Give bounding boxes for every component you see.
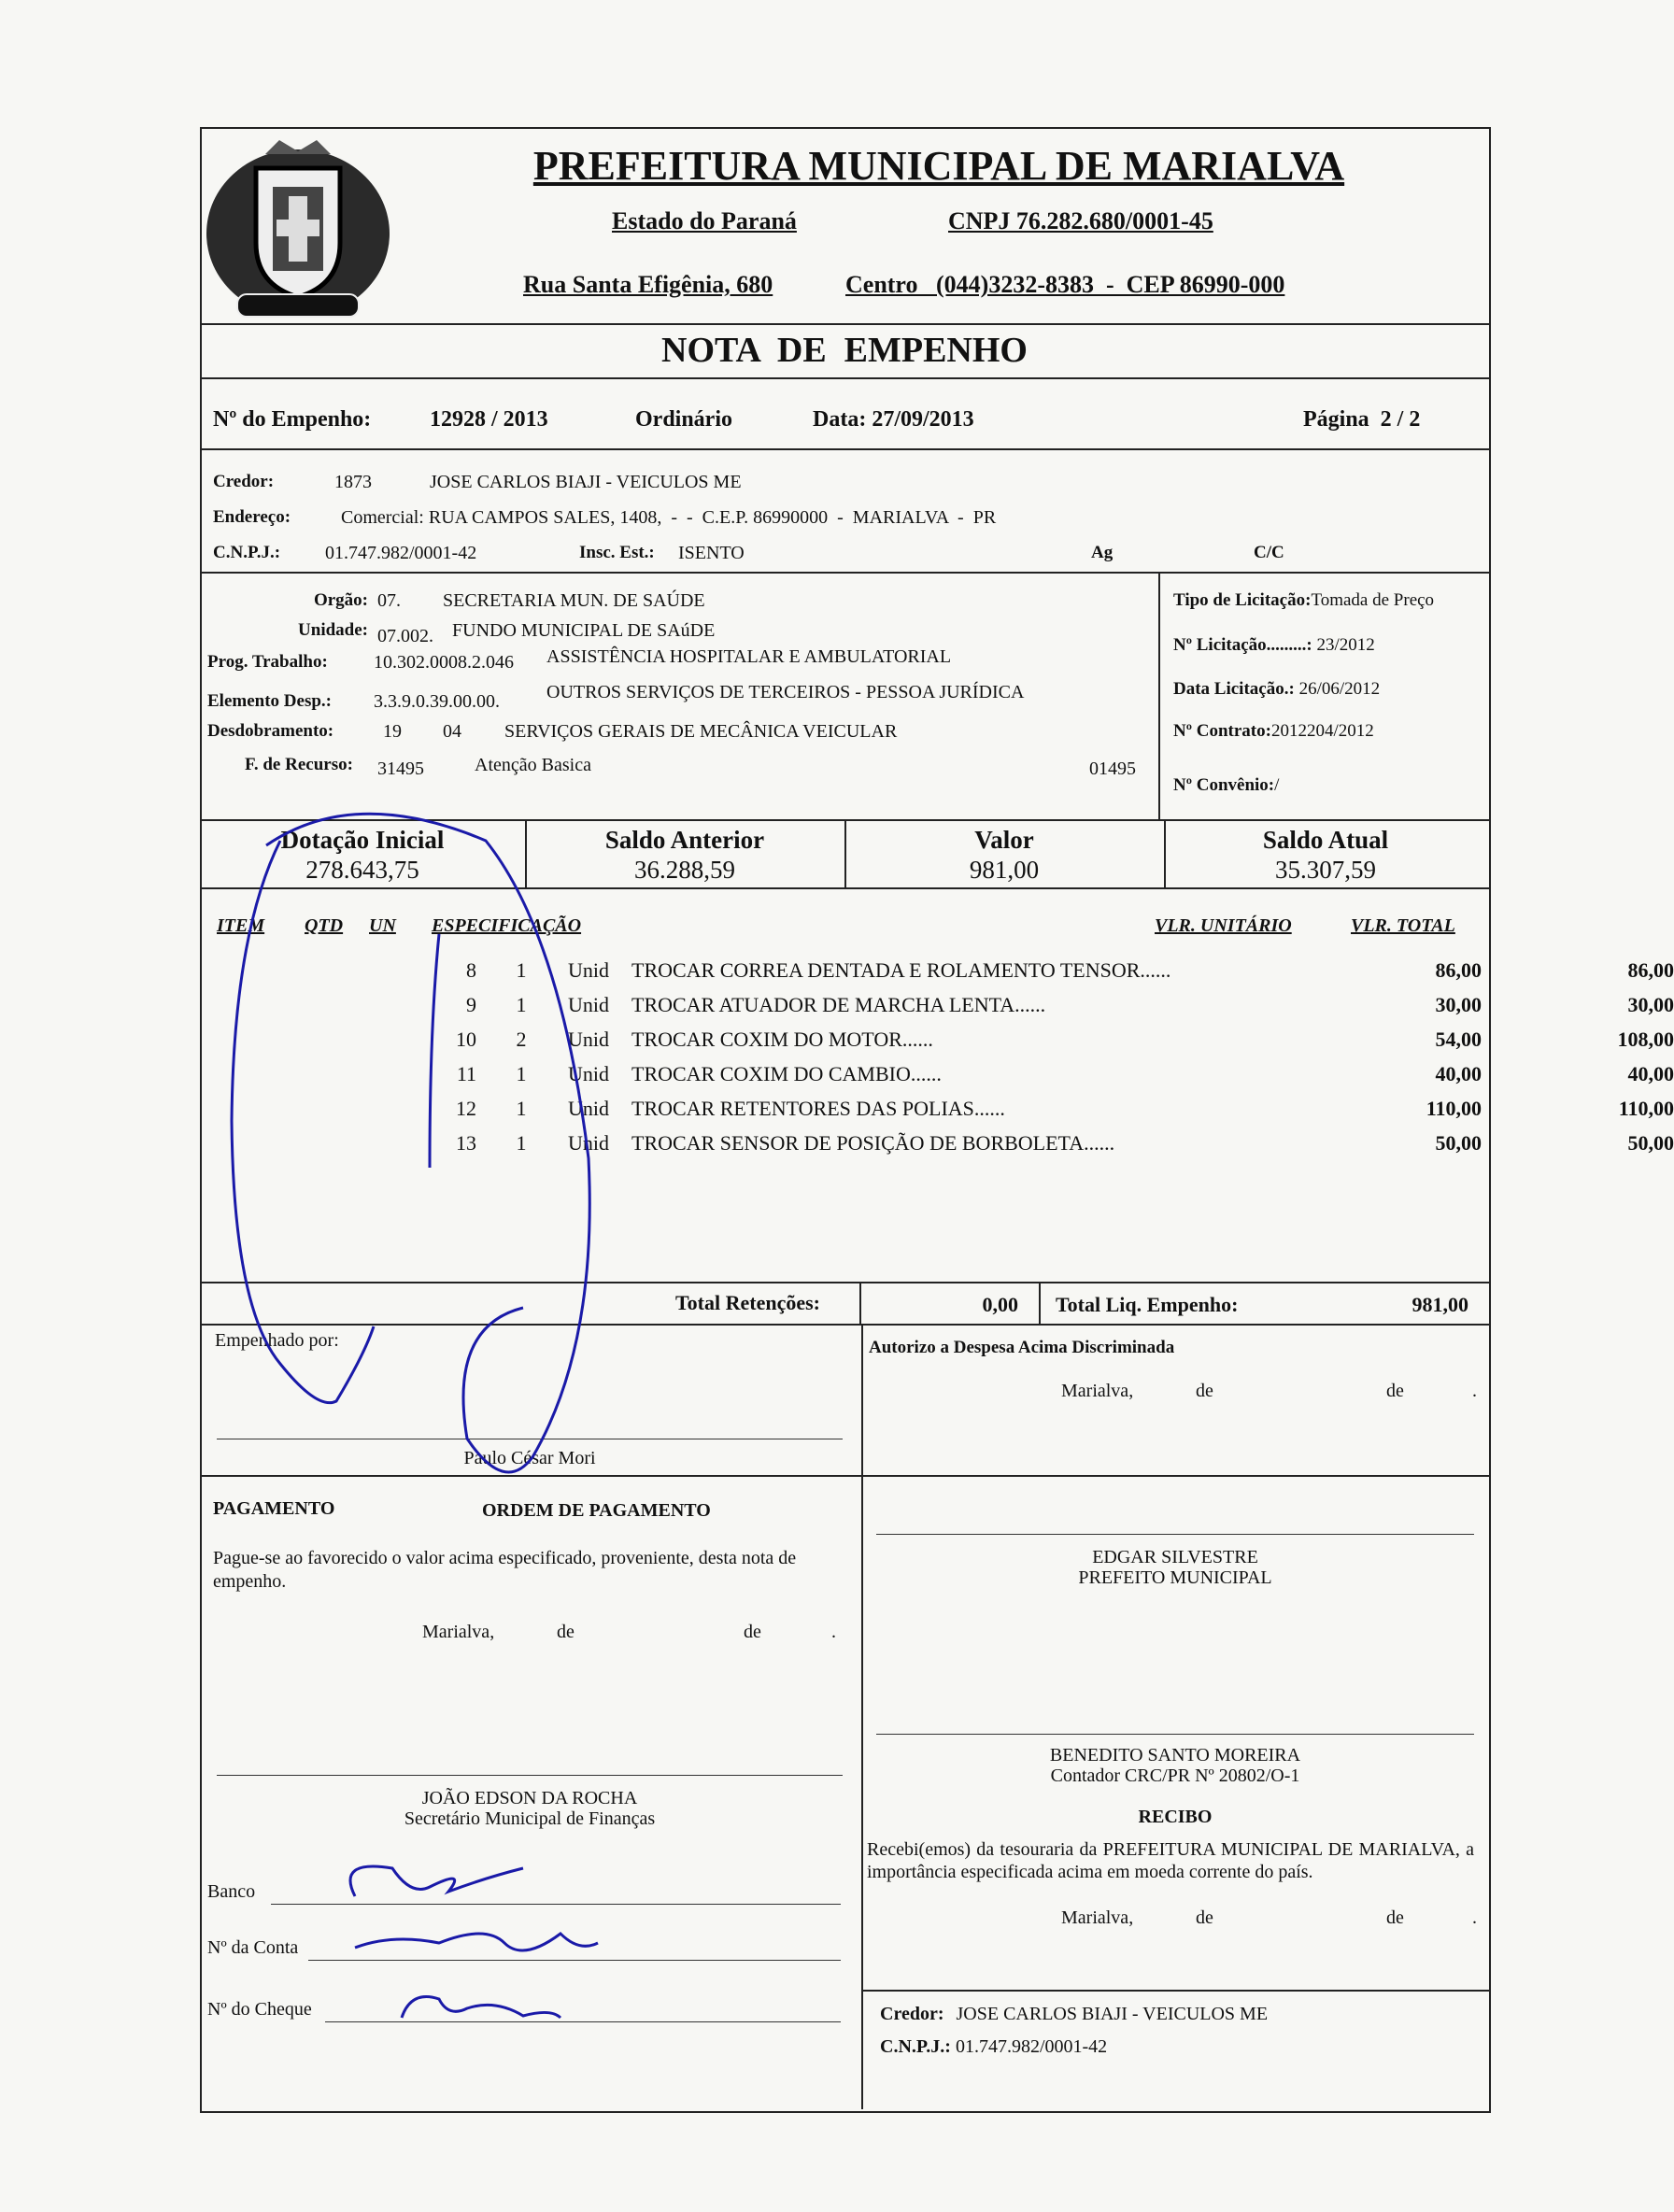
- signature-cheque: [402, 1997, 560, 2019]
- recibo-city: Marialva,: [1061, 1907, 1134, 1928]
- prog-name: ASSISTÊNCIA HOSPITALAR E AMBULATORIAL: [546, 646, 952, 667]
- dotacao-value: 278.643,75: [305, 856, 419, 884]
- item-item: 13: [456, 1131, 476, 1155]
- signature-banco: [350, 1866, 523, 1896]
- contador-role: Contador CRC/PR Nº 20802/O-1: [1050, 1765, 1300, 1786]
- elemento-label: Elemento Desp.:: [207, 691, 332, 711]
- retencoes-value: 0,00: [982, 1293, 1018, 1316]
- scribble-stroke-1: [266, 814, 589, 1472]
- scribble-stroke-2: [232, 841, 374, 1403]
- prog-code: 10.302.0008.2.046: [374, 652, 514, 673]
- contrato-label: Nº Contrato:: [1173, 721, 1271, 741]
- pagamento-de1: de: [557, 1622, 575, 1642]
- insc-label: Insc. Est.:: [579, 543, 655, 562]
- pagamento-label: PAGAMENTO: [213, 1498, 335, 1519]
- empenho-type: Ordinário: [635, 407, 733, 432]
- conta-label: Nº da Conta: [207, 1937, 299, 1958]
- empenhado-label: Empenhado por:: [215, 1330, 339, 1351]
- num-licitacao-label: Nº Licitação.........:: [1173, 635, 1312, 655]
- total-liq-value: 981,00: [1412, 1293, 1468, 1316]
- unidade-code: 07.002.: [377, 626, 433, 646]
- item-spec: TROCAR CORREA DENTADA E ROLAMENTO TENSOR......: [631, 958, 1171, 982]
- endereco-label: Endereço:: [213, 507, 291, 527]
- item-spec: TROCAR COXIM DO MOTOR......: [631, 1028, 933, 1051]
- secretario-role: Secretário Municipal de Finanças: [404, 1808, 656, 1829]
- signature-conta: [355, 1934, 598, 1950]
- item-item: 8: [466, 958, 476, 982]
- item-qtd: 1: [516, 958, 527, 982]
- item-spec: TROCAR COXIM DO CAMBIO......: [631, 1062, 942, 1085]
- desdobramento-code1: 19: [383, 721, 402, 742]
- col-vlr-unitario: VLR. UNITÁRIO: [1155, 915, 1292, 936]
- item-un: Unid: [568, 1131, 609, 1155]
- pagamento-text: Pague-se ao favorecido o valor acima especificado, proveniente, desta nota de empenho.: [213, 1548, 797, 1592]
- col-vlr-total: VLR. TOTAL: [1351, 915, 1455, 936]
- saldo-anterior-value: 36.288,59: [634, 856, 735, 884]
- agencia-label: Ag: [1091, 543, 1114, 562]
- item-unit: 50,00: [1435, 1131, 1482, 1155]
- secretario-name: JOÃO EDSON DA ROCHA: [421, 1788, 638, 1808]
- col-un: UN: [369, 915, 396, 936]
- dotacao-label: Dotação Inicial: [280, 826, 445, 854]
- recibo-title: RECIBO: [1138, 1807, 1213, 1827]
- item-unit: 54,00: [1435, 1028, 1482, 1051]
- valor-label: Valor: [974, 826, 1034, 854]
- item-qtd: 1: [516, 1131, 527, 1155]
- total-liq-label: Total Liq. Empenho:: [1056, 1293, 1239, 1316]
- item-unit: 110,00: [1426, 1097, 1482, 1120]
- recibo-de1: de: [1196, 1907, 1213, 1928]
- page-number: Página 2 / 2: [1303, 407, 1421, 432]
- saldo-atual-label: Saldo Atual: [1262, 826, 1389, 854]
- item-unit: 86,00: [1435, 958, 1482, 982]
- num-licitacao: 23/2012: [1316, 635, 1375, 655]
- item-un: Unid: [568, 958, 609, 982]
- item-spec: TROCAR ATUADOR DE MARCHA LENTA......: [631, 993, 1046, 1016]
- empenho-label: Nº do Empenho:: [213, 407, 372, 432]
- empenhado-signer: Paulo César Mori: [463, 1448, 596, 1468]
- scribble-stroke-3: [430, 934, 439, 1168]
- state-name: Estado do Paraná: [612, 207, 797, 234]
- orgao-label: Orgão:: [313, 590, 368, 610]
- orgao-name: SECRETARIA MUN. DE SAÚDE: [443, 590, 705, 611]
- pagamento-city: Marialva,: [422, 1622, 495, 1642]
- recurso-code: 31495: [377, 759, 424, 779]
- conta-corrente-label: C/C: [1254, 543, 1284, 562]
- cheque-label: Nº do Cheque: [207, 1999, 312, 2020]
- contrato-value: 2012204/2012: [1270, 721, 1374, 741]
- pagamento-dot: .: [831, 1622, 836, 1642]
- item-total: 40,00: [1627, 1062, 1674, 1085]
- retencoes-label: Total Retenções:: [675, 1291, 820, 1314]
- elemento-code: 3.3.9.0.39.00.00.: [374, 691, 500, 712]
- page-title: PREFEITURA MUNICIPAL DE MARIALVA: [532, 143, 1345, 189]
- item-qtd: 1: [516, 993, 527, 1016]
- ordem-pagamento-title: ORDEM DE PAGAMENTO: [482, 1500, 711, 1521]
- item-un: Unid: [568, 993, 609, 1016]
- autorizo-city: Marialva,: [1061, 1381, 1134, 1401]
- elemento-name: OUTROS SERVIÇOS DE TERCEIROS - PESSOA JURÍDICA: [546, 682, 1025, 702]
- insc-value: ISENTO: [678, 543, 745, 563]
- item-item: 9: [466, 993, 476, 1016]
- credor-label: Credor:: [213, 472, 275, 491]
- col-item: ITEM: [217, 915, 265, 936]
- desdobramento-label: Desdobramento:: [207, 721, 334, 741]
- item-un: Unid: [568, 1028, 609, 1051]
- autorizo-dot: .: [1472, 1381, 1477, 1401]
- recibo-credor: JOSE CARLOS BIAJI - VEICULOS ME: [956, 2004, 1269, 2024]
- empenho-date: Data: 27/09/2013: [813, 407, 974, 432]
- cnpj-prefeitura: CNPJ 76.282.680/0001-45: [948, 207, 1213, 234]
- item-item: 11: [456, 1062, 476, 1085]
- col-especificacao: ESPECIFICAÇÃO: [432, 915, 582, 936]
- item-un: Unid: [568, 1097, 609, 1120]
- item-qtd: 2: [516, 1028, 527, 1051]
- data-licitacao-label: Data Licitação.:: [1173, 679, 1295, 699]
- data-licitacao: 26/06/2012: [1298, 679, 1381, 699]
- item-total: 30,00: [1627, 993, 1674, 1016]
- orgao-code: 07.: [377, 590, 401, 611]
- autorizo-de1: de: [1196, 1381, 1213, 1401]
- recibo-credor-label: Credor:: [880, 2004, 944, 2024]
- recibo-text: Recebi(emos) da tesouraria da PREFEITURA MUNICIPAL DE MARIALVA, a importância especificada acima em moeda corrente do país.: [867, 1839, 1474, 1882]
- credor-cnpj-label: C.N.P.J.:: [213, 543, 281, 562]
- recurso-name: Atenção Basica: [475, 755, 591, 775]
- pagamento-de2: de: [744, 1622, 761, 1642]
- valor-value: 981,00: [969, 856, 1040, 884]
- tipo-licitacao: Tomada de Preço: [1311, 590, 1435, 610]
- doc-title: NOTA DE EMPENHO: [661, 331, 1028, 370]
- item-total: 50,00: [1627, 1131, 1674, 1155]
- item-total: 110,00: [1618, 1097, 1674, 1120]
- item-un: Unid: [568, 1062, 609, 1085]
- saldo-atual-value: 35.307,59: [1275, 856, 1376, 884]
- item-spec: TROCAR SENSOR DE POSIÇÃO DE BORBOLETA......: [631, 1131, 1115, 1155]
- empenho-number: 12928 / 2013: [430, 407, 548, 432]
- tipo-licitacao-label: Tipo de Licitação:: [1173, 590, 1312, 610]
- prog-label: Prog. Trabalho:: [207, 652, 328, 672]
- desdobramento-code2: 04: [443, 721, 461, 742]
- item-unit: 40,00: [1435, 1062, 1482, 1085]
- item-item: 12: [456, 1097, 476, 1120]
- convenio-value: /: [1274, 775, 1280, 795]
- unidade-label: Unidade:: [298, 620, 368, 640]
- col-qtd: QTD: [305, 915, 344, 936]
- recibo-dot: .: [1472, 1907, 1477, 1928]
- recibo-cnpj-label: C.N.P.J.:: [880, 2036, 951, 2057]
- item-spec: TROCAR RETENTORES DAS POLIAS......: [631, 1097, 1005, 1120]
- credor-name: JOSE CARLOS BIAJI - VEICULOS ME: [430, 472, 742, 492]
- convenio-label: Nº Convênio:: [1173, 775, 1275, 795]
- item-unit: 30,00: [1435, 993, 1482, 1016]
- unidade-name: FUNDO MUNICIPAL DE SAúDE: [452, 620, 716, 641]
- contador-name: BENEDITO SANTO MOREIRA: [1049, 1745, 1301, 1765]
- recurso-label: F. de Recurso:: [245, 755, 353, 774]
- banco-label: Banco: [207, 1881, 256, 1902]
- recurso-code2: 01495: [1089, 759, 1136, 779]
- recibo-cnpj: 01.747.982/0001-42: [955, 2036, 1108, 2057]
- credor-cnpj: 01.747.982/0001-42: [325, 543, 477, 563]
- saldo-anterior-label: Saldo Anterior: [604, 826, 765, 854]
- prefeito-role: PREFEITO MUNICIPAL: [1078, 1567, 1272, 1588]
- item-total: 108,00: [1617, 1028, 1674, 1051]
- item-qtd: 1: [516, 1062, 527, 1085]
- item-qtd: 1: [516, 1097, 527, 1120]
- item-item: 10: [456, 1028, 476, 1051]
- district-phone-cep: Centro (044)3232-8383 - CEP 86990-000: [845, 271, 1285, 298]
- address: Rua Santa Efigênia, 680: [523, 271, 773, 298]
- desdobramento-name: SERVIÇOS GERAIS DE MECÂNICA VEICULAR: [504, 721, 898, 742]
- autorizo-de2: de: [1386, 1381, 1404, 1401]
- prefeito-name: EDGAR SILVESTRE: [1092, 1547, 1258, 1567]
- endereco-value: Comercial: RUA CAMPOS SALES, 1408, - - C.E.P. 86990000 - MARIALVA - PR: [341, 507, 997, 528]
- credor-code: 1873: [334, 472, 372, 492]
- autorizo-text: Autorizo a Despesa Acima Discriminada: [869, 1338, 1175, 1357]
- item-total: 86,00: [1627, 958, 1674, 982]
- recibo-de2: de: [1386, 1907, 1404, 1928]
